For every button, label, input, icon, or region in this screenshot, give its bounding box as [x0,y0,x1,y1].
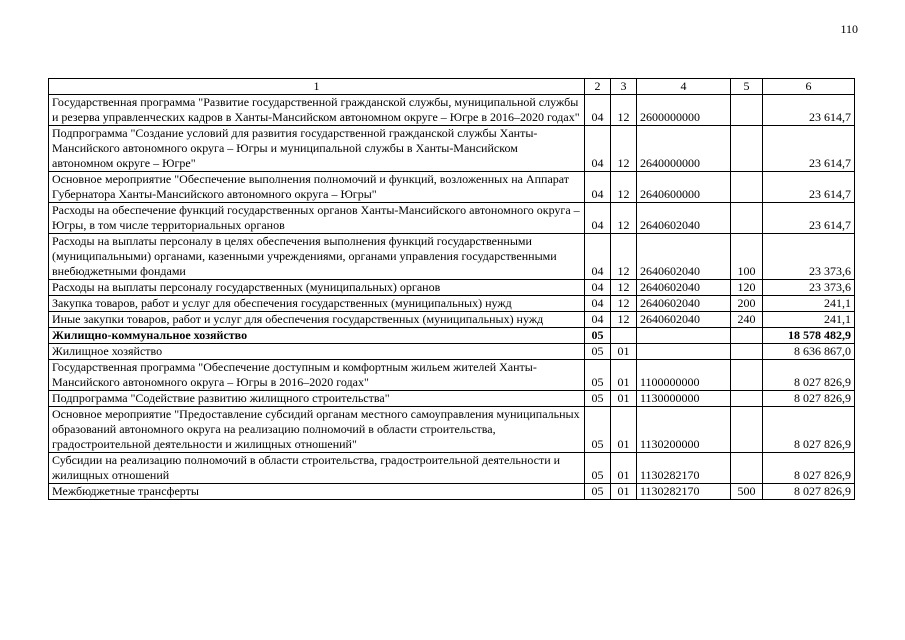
table-row [49,391,855,407]
row-expense-type [731,203,763,234]
row-section: 05 [585,407,611,453]
row-name: Государственная программа "Обеспечение доступным и комфортным жильем жителей Ханты-Мансийского автономного округа – Югры в 2016–2020 годах" [49,360,585,391]
row-expense-type [731,172,763,203]
row-amount: 23 373,6 [763,234,855,280]
row-subsection: 12 [611,312,637,328]
row-amount: 241,1 [763,296,855,312]
row-expense-type [731,453,763,484]
row-subsection: 01 [611,484,637,500]
table-row [49,126,855,172]
row-target-code: 2640602040 [637,234,731,280]
row-section: 04 [585,126,611,172]
header-col-section: 2 [585,79,611,95]
row-section: 05 [585,484,611,500]
row-subsection: 12 [611,296,637,312]
row-name: Межбюджетные трансферты [49,484,585,500]
row-target-code: 2640602040 [637,280,731,296]
row-target-code: 1130000000 [637,391,731,407]
row-amount: 23 614,7 [763,95,855,126]
table-body [49,79,855,500]
row-target-code: 2640602040 [637,296,731,312]
header-col-subsection: 3 [611,79,637,95]
header-col-target: 4 [637,79,731,95]
table-row [49,95,855,126]
row-amount: 23 614,7 [763,126,855,172]
row-subsection: 01 [611,391,637,407]
row-target-code [637,344,731,360]
table-row [49,453,855,484]
row-section: 05 [585,453,611,484]
table-row [49,172,855,203]
row-amount: 18 578 482,9 [763,328,855,344]
row-amount: 8 027 826,9 [763,484,855,500]
row-subsection: 12 [611,95,637,126]
row-amount: 241,1 [763,312,855,328]
row-subsection: 12 [611,280,637,296]
row-name: Расходы на выплаты персоналу в целях обеспечения выполнения функций государственными (муниципальными) органами, казенными учреждениями, органами управления государственными внебюджетными фондами [49,234,585,280]
row-section: 04 [585,280,611,296]
table-row [49,234,855,280]
row-target-code: 2640000000 [637,126,731,172]
row-name: Иные закупки товаров, работ и услуг для обеспечения государственных (муниципальных) нужд [49,312,585,328]
table-row [49,407,855,453]
row-section: 04 [585,203,611,234]
row-amount: 8 027 826,9 [763,391,855,407]
header-col-amount: 6 [763,79,855,95]
row-section: 04 [585,312,611,328]
row-expense-type [731,360,763,391]
row-expense-type: 100 [731,234,763,280]
row-name: Подпрограмма "Создание условий для развития государственной гражданской службы Ханты-Мансийского автономного округа – Югры и муниципальной службы в Ханты-Мансийском автономном округе – Югре" [49,126,585,172]
row-expense-type: 120 [731,280,763,296]
row-name: Подпрограмма "Содействие развитию жилищного строительства" [49,391,585,407]
row-target-code: 1130282170 [637,484,731,500]
row-name: Расходы на обеспечение функций государственных органов Ханты-Мансийского автономного округа – Югры, в том числе территориальных органов [49,203,585,234]
row-name: Субсидии на реализацию полномочий в области строительства, градостроительной деятельности и жилищных отношений [49,453,585,484]
row-subsection: 01 [611,344,637,360]
row-subsection: 12 [611,234,637,280]
table-row [49,344,855,360]
row-target-code: 2640602040 [637,203,731,234]
table-row [49,484,855,500]
row-name: Основное мероприятие "Предоставление субсидий органам местного самоуправления муниципальных образований автономного округа на реализацию полномочий в области строительства, градостроительной деятельности и жилищных отношений" [49,407,585,453]
header-col-name: 1 [49,79,585,95]
row-section: 04 [585,296,611,312]
row-amount: 8 027 826,9 [763,407,855,453]
row-subsection: 12 [611,126,637,172]
row-amount: 8 027 826,9 [763,360,855,391]
header-row [49,79,855,95]
table-row [49,203,855,234]
row-subsection: 01 [611,453,637,484]
row-target-code: 1130282170 [637,453,731,484]
table-row [49,296,855,312]
row-amount: 23 614,7 [763,203,855,234]
table-row [49,360,855,391]
row-name: Основное мероприятие "Обеспечение выполнения полномочий и функций, возложенных на Аппарат Губернатора Ханты-Мансийского автономного округа – Югры" [49,172,585,203]
row-expense-type [731,328,763,344]
row-section: 04 [585,95,611,126]
table-row [49,328,855,344]
table-row [49,312,855,328]
row-name: Закупка товаров, работ и услуг для обеспечения государственных (муниципальных) нужд [49,296,585,312]
budget-table [48,78,855,500]
row-section: 05 [585,344,611,360]
row-expense-type: 500 [731,484,763,500]
row-subsection: 12 [611,172,637,203]
row-expense-type [731,391,763,407]
table-row [49,280,855,296]
row-amount: 8 027 826,9 [763,453,855,484]
row-section: 05 [585,360,611,391]
row-target-code: 2600000000 [637,95,731,126]
page-number: 110 [840,22,858,36]
row-subsection [611,328,637,344]
row-section: 04 [585,172,611,203]
row-name: Жилищное хозяйство [49,344,585,360]
row-section: 04 [585,234,611,280]
row-target-code: 2640600000 [637,172,731,203]
row-name: Государственная программа "Развитие государственной гражданской службы, муниципальной службы и резерва управленческих кадров в Ханты-Мансийском автономном округе – Югре в 2016–2020 годах" [49,95,585,126]
row-subsection: 12 [611,203,637,234]
row-expense-type [731,95,763,126]
row-target-code: 1130200000 [637,407,731,453]
row-amount: 23 373,6 [763,280,855,296]
row-expense-type [731,407,763,453]
row-expense-type [731,126,763,172]
row-name: Жилищно-коммунальное хозяйство [49,328,585,344]
row-section: 05 [585,391,611,407]
row-expense-type: 200 [731,296,763,312]
row-amount: 8 636 867,0 [763,344,855,360]
row-expense-type [731,344,763,360]
row-subsection: 01 [611,360,637,391]
row-expense-type: 240 [731,312,763,328]
row-target-code: 1100000000 [637,360,731,391]
row-amount: 23 614,7 [763,172,855,203]
row-target-code [637,328,731,344]
row-subsection: 01 [611,407,637,453]
row-section: 05 [585,328,611,344]
header-col-expense-type: 5 [731,79,763,95]
row-target-code: 2640602040 [637,312,731,328]
row-name: Расходы на выплаты персоналу государственных (муниципальных) органов [49,280,585,296]
